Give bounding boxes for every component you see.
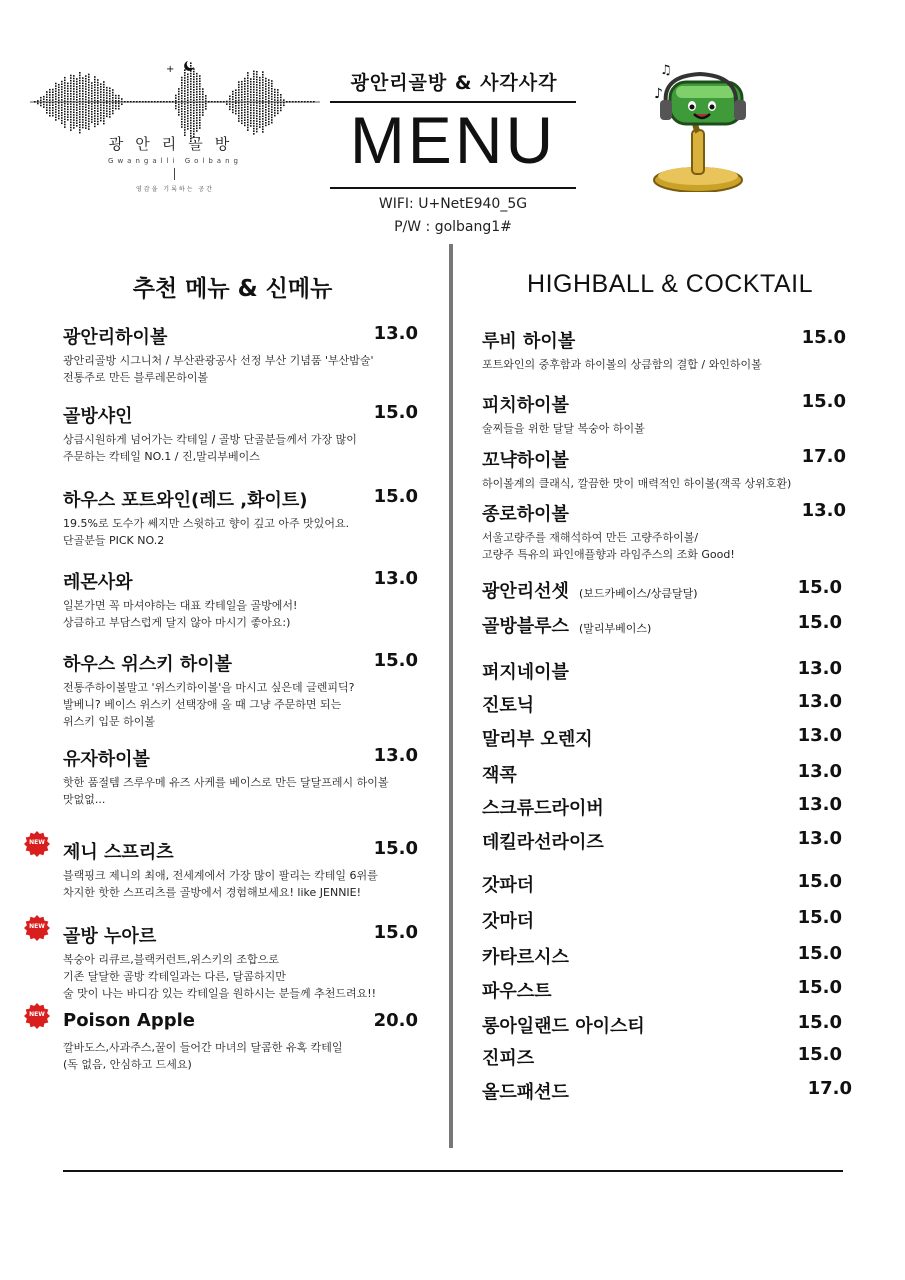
menu-item-name-text: 하우스 위스키 하이볼: [63, 654, 233, 675]
menu-item-description: 포트와인의 중후함과 하이볼의 상큼함의 결합 / 와인하이볼: [482, 358, 762, 371]
section-title-highball: HIGHBALL & COCKTAIL: [527, 270, 813, 298]
menu-item-name: [482, 907, 534, 933]
menu-item-price: 15.0: [373, 486, 418, 507]
menu-item-name: [482, 977, 552, 1003]
menu-item-price: 15.0: [373, 838, 418, 859]
menu-item-name-text: 레몬사와: [63, 572, 133, 593]
menu-item-name: [63, 402, 133, 428]
new-badge-label: NEW: [29, 923, 45, 930]
menu-item-name-text: 데킬라선라이즈: [482, 832, 604, 853]
menu-item-name: [63, 323, 167, 349]
menu-item-price: 15.0: [797, 907, 842, 928]
menu-item-name-text: 유자하이볼: [63, 749, 150, 770]
menu-item-name-text: 스크류드라이버: [482, 798, 604, 819]
menu-item-name: [482, 446, 569, 472]
logo-tagline: 영감을 기록하는 공간: [136, 186, 214, 193]
menu-item-name-text: 골방샤인: [63, 406, 133, 427]
menu-item-name-text: 종로하이볼: [482, 504, 569, 525]
menu-item-price: 15.0: [797, 871, 842, 892]
menu-item-price: 15.0: [797, 612, 842, 633]
menu-item-name: [482, 612, 651, 638]
menu-item-name-text: 하우스 포트와인(레드 ,화이트): [63, 490, 308, 511]
new-badge-icon: [24, 915, 50, 941]
section-title-recommended: 추천 메뉴 & 신메뉴: [132, 276, 333, 302]
menu-item-description: 서울고량주를 재해석하여 만든 고량주하이볼/ 고량주 특유의 파인애플향과 라임주스의 조화 Good!: [482, 531, 735, 561]
logo-divider: [174, 168, 175, 180]
menu-item-name: [482, 725, 593, 751]
new-badge-label: NEW: [29, 1011, 45, 1018]
menu-item-description: 상큼시원하게 넘어가는 칵테일 / 골방 단골분들께서 가장 많이 주문하는 칵테일 NO.1 / 진,말리부베이스: [63, 433, 357, 463]
menu-item-price: 15.0: [797, 1012, 842, 1033]
menu-item-price: 13.0: [797, 761, 842, 782]
menu-item-price: 15.0: [373, 922, 418, 943]
menu-item-price: 13.0: [797, 828, 842, 849]
menu-item-description: 일본가면 꼭 마셔야하는 대표 칵테일을 골방에서! 상큼하고 부담스럽게 달지 않아 마시기 좋아요:): [63, 599, 298, 629]
menu-item-description: 블랙핑크 제니의 최애, 전세계에서 가장 많이 팔리는 칵테일 6위를 차지한 핫한 스프리츠를 골방에서 경험해보세요! like JENNIE!: [63, 869, 378, 899]
menu-item-description: 핫한 품절템 즈루우메 유즈 사케를 베이스로 만든 달달프레시 하이볼 맛없없...: [63, 776, 389, 806]
svg-text:♪: ♪: [654, 86, 663, 102]
menu-item-name-text: 골방 누아르: [63, 926, 157, 947]
menu-item-name: [63, 922, 156, 948]
menu-item-name: [63, 568, 133, 594]
menu-item-name: [482, 327, 575, 353]
menu-item-name-text: 꼬냑하이볼: [482, 450, 569, 471]
menu-item-price: 20.0: [373, 1010, 418, 1031]
wifi-password: P/W : golbang1#: [394, 219, 512, 235]
menu-item-description: 19.5%로 도수가 쎄지만 스윗하고 향이 깊고 아주 맛있어요. 단골분들 PICK NO.2: [63, 517, 350, 547]
menu-item-name: [482, 500, 569, 526]
shop-title: 광안리골방 & 사각사각: [350, 72, 558, 94]
menu-item-name-text: 피치하이볼: [482, 395, 569, 416]
menu-item-price: 13.0: [797, 658, 842, 679]
menu-item-name: [482, 871, 534, 897]
menu-item-name-text: 카타르시스: [482, 947, 569, 968]
menu-item-name-text: Poison Apple: [63, 1010, 195, 1031]
new-badge-label: NEW: [29, 839, 45, 846]
bottom-rule: [63, 1170, 843, 1172]
logo-name-en: Gwangalli Golbang: [108, 157, 242, 165]
menu-item-name-text: 갓파더: [482, 875, 535, 896]
menu-item-price: 13.0: [797, 691, 842, 712]
menu-item-name-text: 롱아일랜드 아이스티: [482, 1016, 645, 1037]
menu-item-price: 13.0: [797, 794, 842, 815]
menu-item-name: [482, 1012, 645, 1038]
menu-item-description: 술찌들을 위한 달달 복숭아 하이볼: [482, 422, 645, 435]
menu-item-price: 13.0: [801, 500, 846, 521]
menu-item-name: [482, 943, 569, 969]
menu-item-price: 15.0: [797, 977, 842, 998]
menu-item-name-text: 진피즈: [482, 1048, 535, 1069]
menu-item-price: 15.0: [797, 1044, 842, 1065]
menu-item-description: 광안리골방 시그니처 / 부산관광공사 선정 부산 기념품 '부산밤술' 전통주로 만든 블루레몬하이볼: [63, 354, 374, 384]
menu-item-price: 13.0: [373, 568, 418, 589]
menu-item-price: 15.0: [373, 402, 418, 423]
title-rule-bottom: [330, 187, 576, 189]
menu-item-name: [63, 486, 307, 512]
menu-item-price: 17.0: [807, 1078, 852, 1099]
menu-item-description: 전통주하이볼말고 '위스키하이볼'을 마시고 싶은데 글렌피딕? 발베니? 베이스 위스키 선택장애 올 때 그냥 주문하면 되는 위스키 입문 하이볼: [63, 681, 355, 728]
menu-item-name-text: 제니 스프리츠: [63, 842, 174, 863]
menu-item-name: [63, 745, 150, 771]
logo-name: 광안리골방: [108, 135, 242, 153]
column-divider: [449, 244, 453, 1148]
menu-item-description: 하이볼계의 클래식, 깔끔한 맛이 매력적인 하이볼(잭콕 상위호환): [482, 477, 792, 490]
menu-item-name: [482, 1078, 569, 1104]
svg-text:♫: ♫: [660, 63, 672, 78]
menu-item-price: 15.0: [801, 391, 846, 412]
menu-item-price: 13.0: [797, 725, 842, 746]
menu-item-price: 15.0: [797, 943, 842, 964]
menu-item-price: 15.0: [373, 650, 418, 671]
svg-text:+: +: [166, 64, 175, 75]
menu-item-note: (말리부베이스): [578, 622, 652, 635]
menu-heading: MENU: [349, 103, 557, 177]
menu-item-name: [63, 650, 232, 676]
menu-item-price: 15.0: [801, 327, 846, 348]
menu-item-price: 17.0: [801, 446, 846, 467]
new-badge-icon: [24, 831, 50, 857]
menu-item-note: (보드카베이스/상큼달달): [578, 587, 698, 600]
menu-item-name: [63, 838, 174, 864]
menu-item-description: 복숭아 리큐르,블랙커런트,위스키의 조합으로 기존 달달한 골방 칵테일과는 다른, 달콤하지만 술 맛이 나는 바디감 있는 칵테일을 원하시는 분들께 추천드려요!!: [63, 953, 377, 1000]
menu-item-name: [482, 794, 604, 820]
menu-item-name-text: 파우스트: [482, 981, 552, 1002]
menu-item-name: [482, 577, 698, 603]
menu-item-name-text: 광안리선셋: [482, 581, 569, 602]
menu-item-name-text: 갓마더: [482, 911, 535, 932]
wifi-info: WIFI: U+NetE940_5G: [378, 196, 528, 212]
menu-item-name-text: 진토닉: [482, 695, 535, 716]
menu-item-name: [482, 391, 569, 417]
menu-item-name-text: 말리부 오렌지: [482, 729, 593, 750]
menu-item-price: 15.0: [797, 577, 842, 598]
menu-item-name: [63, 1010, 195, 1031]
menu-item-description: 깔바도스,사과주스,꿀이 들어간 마녀의 달콤한 유혹 칵테일 (독 없음, 안심하고 드세요): [63, 1041, 343, 1071]
lamp-mascot-icon: [640, 60, 755, 192]
menu-item-name-text: 올드패션드: [482, 1082, 569, 1103]
menu-item-name: [482, 1044, 534, 1070]
menu-item-name: [482, 691, 534, 717]
menu-item-name: [482, 828, 604, 854]
menu-item-name-text: 루비 하이볼: [482, 331, 576, 352]
menu-item-name-text: 골방블루스: [482, 616, 569, 637]
new-badge-icon: [24, 1003, 50, 1029]
menu-item-price: 13.0: [373, 323, 418, 344]
menu-item-name: [482, 761, 517, 787]
menu-item-price: 13.0: [373, 745, 418, 766]
menu-item-name-text: 광안리하이볼: [63, 327, 168, 348]
menu-item-name-text: 퍼지네이블: [482, 662, 569, 683]
menu-item-name: [482, 658, 569, 684]
menu-item-name-text: 잭콕: [482, 765, 517, 786]
